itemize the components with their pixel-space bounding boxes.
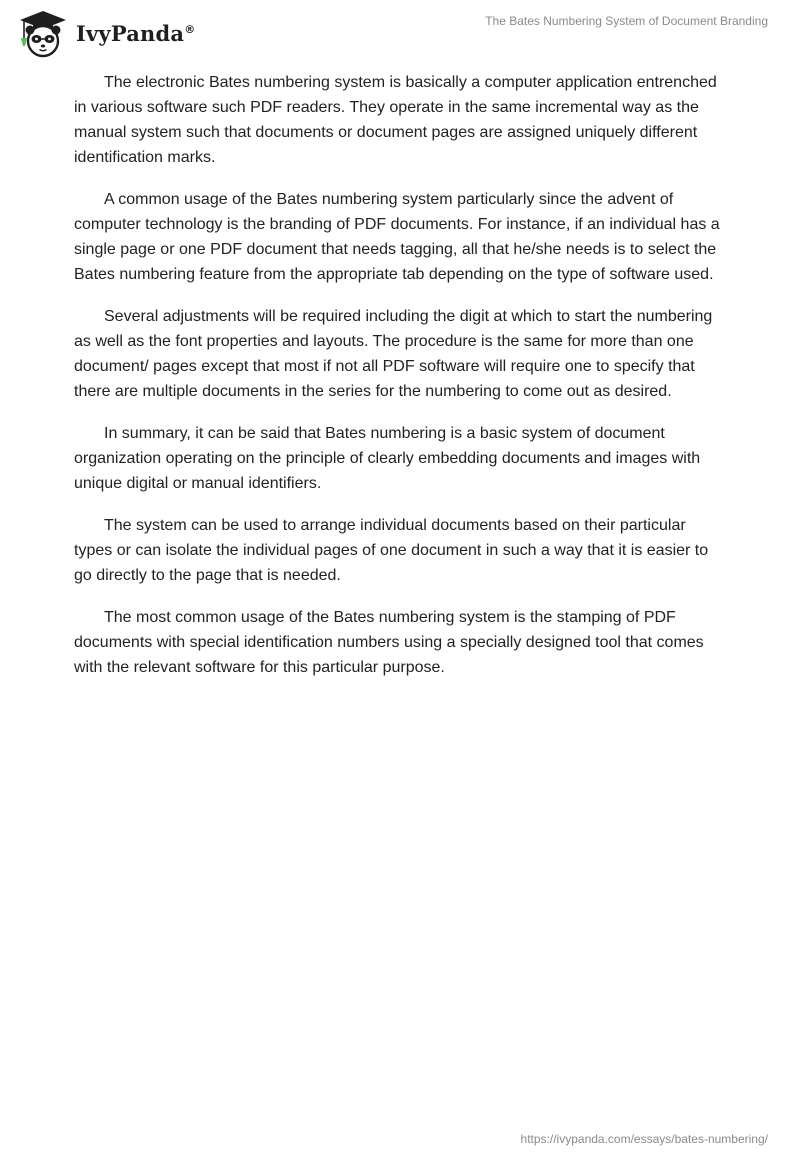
paragraph: Several adjustments will be required including the digit at which to start the numbering as well as the font properties and layouts. The procedure is the same for more than one document/ pages except that most if not all PDF software will require one to specify that there are multiple documents in the series for the numbering to come out as desired.: [74, 308, 713, 400]
panda-graduate-icon: [14, 8, 72, 58]
paragraph: A common usage of the Bates numbering system particularly since the advent of computer technology is the branding of PDF documents. For instance, if an individual has a single page or one PDF document that needs tagging, all that he/she needs is to select the Bates numbering feature from the appropriate tab depending on the type of software used.: [74, 191, 720, 283]
paragraph: The system can be used to arrange individual documents based on their particular types or can isolate the individual pages of one document in such a way that it is easier to go directly to the page that is needed.: [74, 517, 709, 584]
paragraph: In summary, it can be said that Bates numbering is a basic system of document organization operating on the principle of clearly embedding documents and images with unique digital or manual identifiers.: [74, 425, 701, 492]
registered-mark: ®: [184, 22, 196, 36]
paragraph: The electronic Bates numbering system is basically a computer application entrenched in various software such PDF readers. They operate in the same incremental way as the manual system such that documents or document pages are assigned uniquely different identification marks.: [74, 74, 717, 166]
brand-name: IvyPanda®: [76, 20, 196, 46]
page-header: [0, 0, 800, 70]
essay-body: [74, 70, 726, 697]
running-title: The Bates Numbering System of Document Branding: [485, 14, 768, 28]
paragraph: The most common usage of the Bates numbering system is the stamping of PDF documents with special identification numbers using a specially designed tool that comes with the relevant software for this particular purpose.: [74, 609, 704, 676]
source-url[interactable]: https://ivypanda.com/essays/bates-numbering/: [520, 1132, 768, 1146]
ivypanda-logo[interactable]: [14, 8, 195, 58]
